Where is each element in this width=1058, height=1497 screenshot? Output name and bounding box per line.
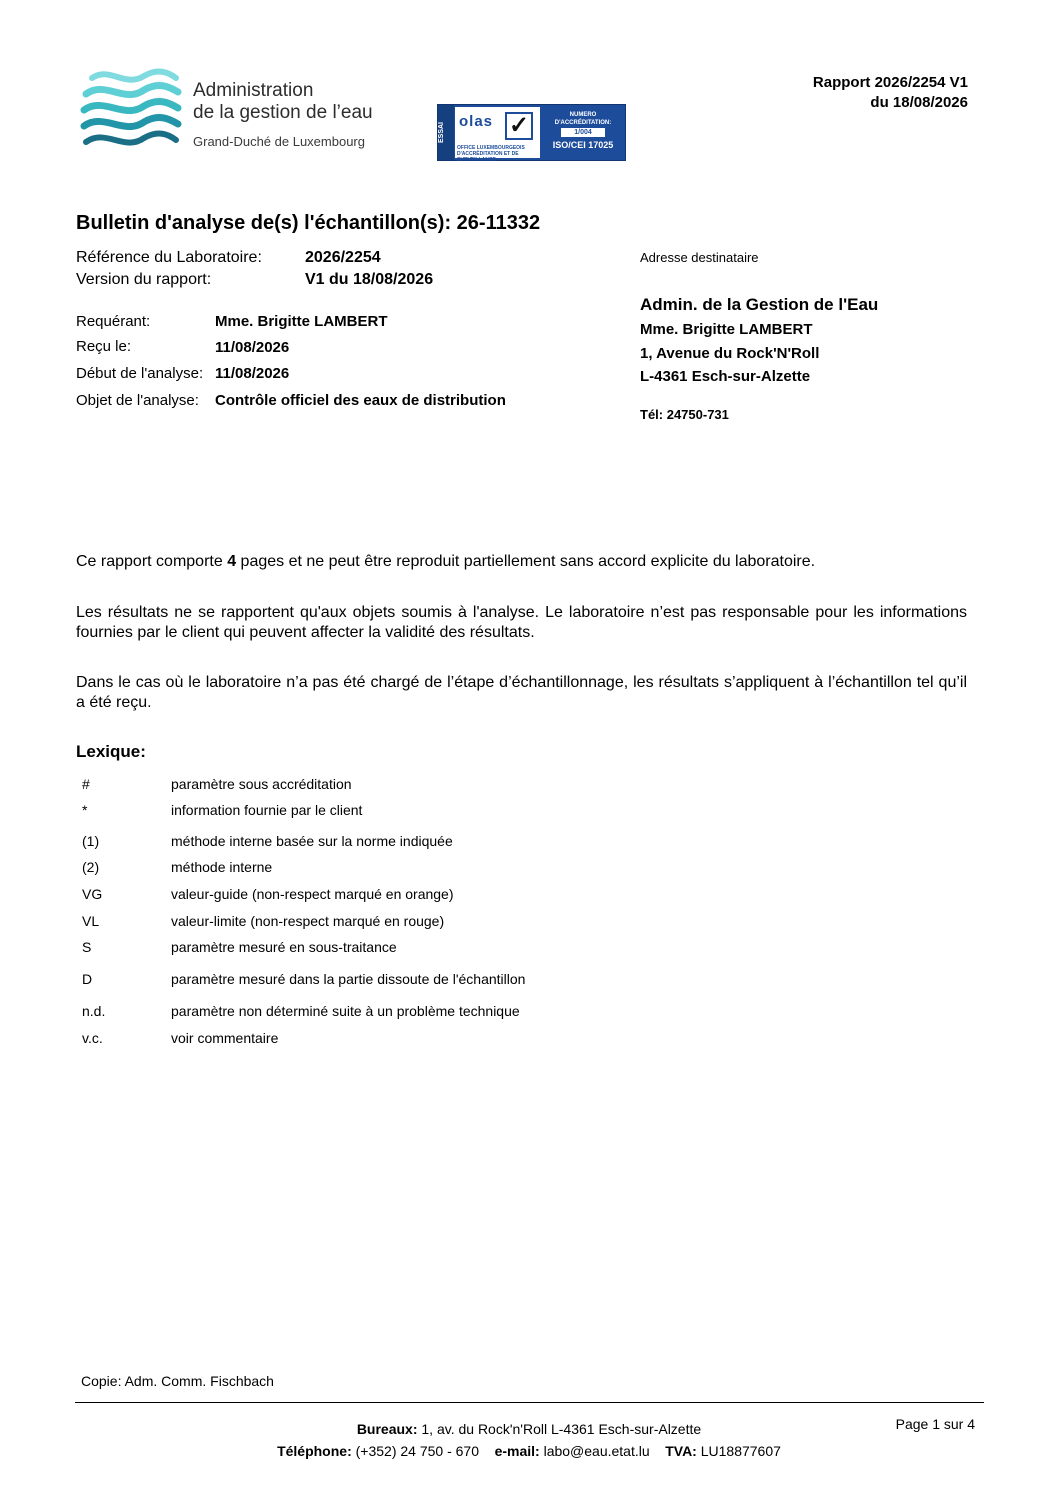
checkmark-icon: ✓ — [505, 112, 533, 140]
lexique-code: D — [82, 971, 93, 987]
lexique-code: n.d. — [82, 1003, 106, 1019]
olas-iso: ISO/CEI 17025 — [552, 140, 614, 150]
version-value: V1 du 18/08/2026 — [305, 271, 434, 288]
lexique-code: VG — [82, 886, 103, 902]
report-number: Rapport 2026/2254 V1 — [812, 74, 968, 91]
paragraph-sampling: Dans le cas où le laboratoire n’a pas été chargé de l’étape d’échantillonnage, les résultats s’appliquent à l’échantillon tel qu’il a été reçu. — [76, 674, 967, 711]
lexique-code: (1) — [82, 833, 100, 849]
paragraph-results: Les résultats ne se rapportent qu'aux objets soumis à l'analyse. Le laboratoire n’est pas responsable pour les informations fournies par le client qui peuvent affecter la validité des résultats. — [76, 604, 967, 641]
lexique-code: * — [82, 802, 88, 818]
logo-title: Administration de la gestion de l’eau — [193, 80, 373, 123]
olas-acc-label: NUMERO D'ACCRÉDITATION: — [554, 112, 612, 126]
olas-office-text: OFFICE LUXEMBOURGEOIS D'ACCRÉDITATION ET DE SURVEILLANCE — [457, 145, 525, 163]
paragraph-pages: Ce rapport comporte 4 pages et ne peut être reproduit partiellement sans accord explicite du laboratoire. — [76, 553, 816, 570]
lexique-desc: méthode interne — [171, 859, 273, 875]
report-date: du 18/08/2026 — [870, 94, 968, 111]
page-number: Page 1 sur 4 — [895, 1416, 975, 1432]
olas-side-label: ESSAI — [438, 105, 454, 160]
lexique-code: # — [82, 776, 90, 792]
lexique-title: Lexique: — [76, 742, 146, 761]
debut-value: 11/08/2026 — [215, 365, 290, 382]
lexique-desc: paramètre mesuré en sous-traitance — [171, 939, 397, 955]
footer-address: Bureaux: 1, av. du Rock'n'Roll L-4361 Esch-sur-Alzette — [356, 1421, 702, 1437]
olas-acc-number: 1/004 — [561, 128, 605, 137]
lexique-desc: valeur-guide (non-respect marqué en orange) — [171, 886, 454, 902]
lexique-code: (2) — [82, 859, 100, 875]
lexique-desc: paramètre sous accréditation — [171, 776, 352, 792]
ref-label: Référence du Laboratoire: — [76, 249, 262, 266]
recu-label: Reçu le: — [76, 338, 132, 355]
olas-accreditation-badge — [437, 104, 626, 161]
lexique-desc: paramètre mesuré dans la partie dissoute de l'échantillon — [171, 971, 526, 987]
destinataire-name: Mme. Brigitte LAMBERT — [640, 321, 813, 338]
agence-logo — [80, 66, 400, 161]
olas-wordmark: olas — [459, 113, 494, 130]
debut-label: Début de l'analyse: — [76, 365, 204, 382]
destinataire-street: 1, Avenue du Rock'N'Roll — [640, 345, 820, 362]
report-reference — [813, 73, 968, 113]
destinataire-tel: Tél: 24750-731 — [640, 407, 729, 422]
lexique-desc: valeur-limite (non-respect marqué en rouge) — [171, 913, 445, 929]
destinataire-label: Adresse destinataire — [640, 250, 759, 265]
ref-value: 2026/2254 — [305, 249, 381, 266]
lexique-code: v.c. — [82, 1030, 103, 1046]
lexique-desc: information fournie par le client — [171, 802, 363, 818]
water-waves-icon — [80, 66, 185, 161]
lexique-desc: méthode interne basée sur la norme indiquée — [171, 833, 453, 849]
destinataire-org: Admin. de la Gestion de l'Eau — [640, 295, 879, 314]
objet-value: Contrôle officiel des eaux de distribution — [215, 392, 506, 409]
version-label: Version du rapport: — [76, 271, 212, 288]
copy-note: Copie: Adm. Comm. Fischbach — [81, 1373, 274, 1389]
page-title: Bulletin d'analyse de(s) l'échantillon(s): 26-11332 — [76, 212, 541, 234]
requerant-value: Mme. Brigitte LAMBERT — [215, 313, 388, 330]
email-link[interactable]: labo@eau.etat.lu — [539, 1443, 650, 1459]
recu-value: 11/08/2026 — [215, 339, 290, 356]
footer-contact: Téléphone: (+352) 24 750 - 670 e-mail: labo@eau.etat.lu TVA: LU18877607 — [277, 1443, 781, 1459]
lexique-code: VL — [82, 913, 100, 929]
requerant-label: Requérant: — [76, 313, 151, 330]
lexique-desc: paramètre non déterminé suite à un problème technique — [171, 1003, 520, 1019]
footer-divider — [75, 1402, 984, 1403]
logo-subtitle: Grand-Duché de Luxembourg — [193, 134, 365, 149]
lexique-code: S — [82, 939, 92, 955]
destinataire-city: L-4361 Esch-sur-Alzette — [640, 368, 811, 385]
objet-label: Objet de l'analyse: — [76, 392, 199, 409]
lexique-desc: voir commentaire — [171, 1030, 279, 1046]
